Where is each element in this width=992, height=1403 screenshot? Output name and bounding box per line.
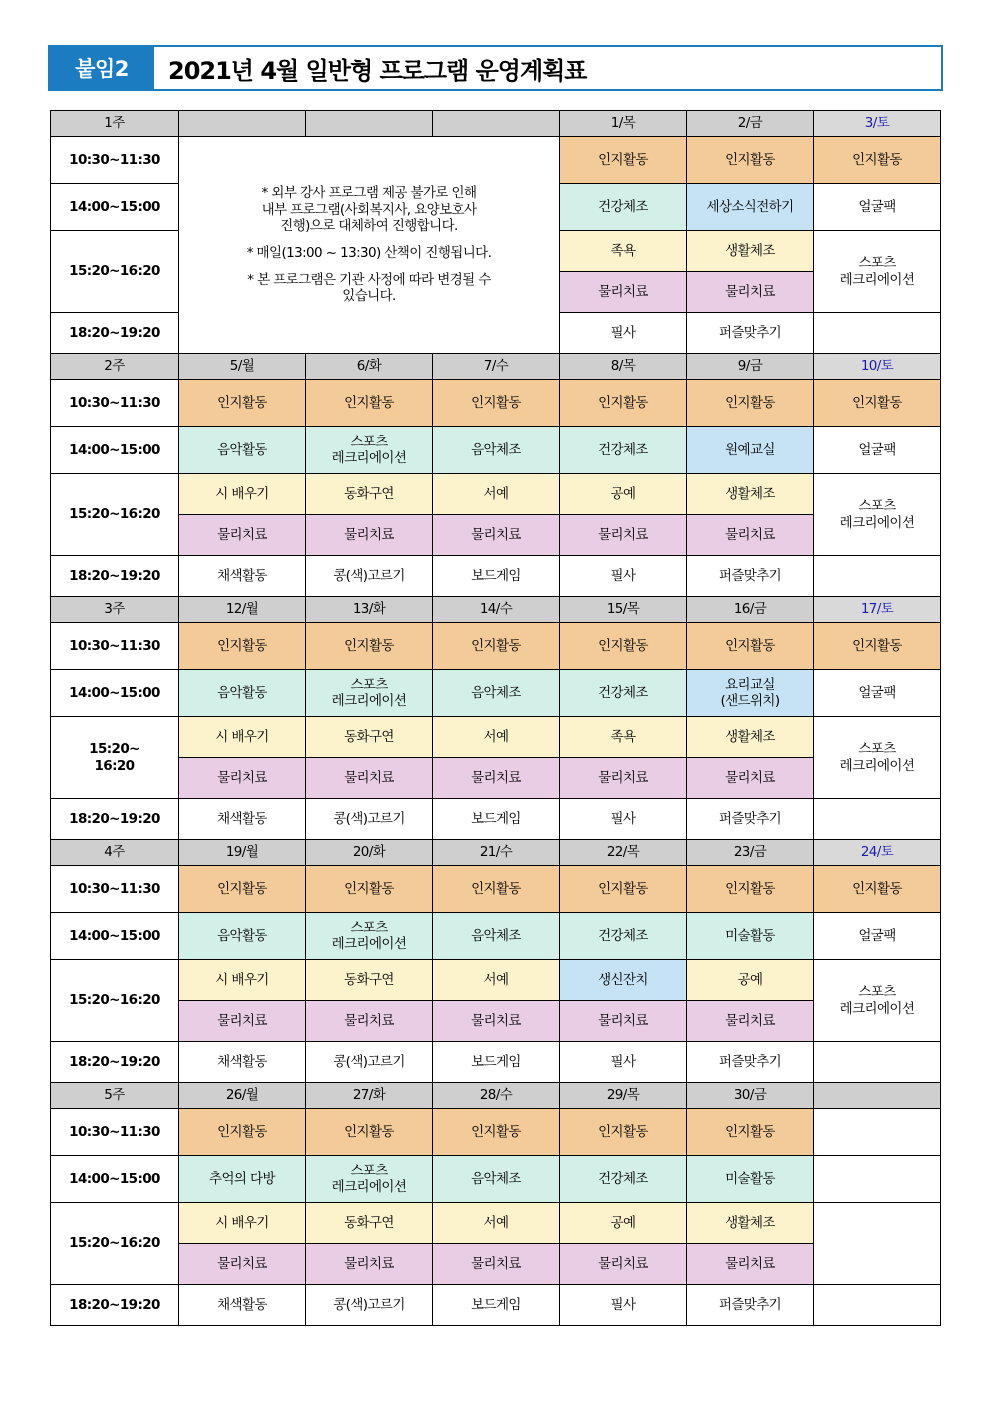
activity-cell: 생활체조 (687, 1203, 814, 1244)
time-slot-cell: 18:20~19:20 (51, 313, 179, 354)
time-slot-cell: 10:30~11:30 (51, 1109, 179, 1156)
activity-cell: 콩(색)고르기 (306, 1042, 433, 1083)
activity-cell: 인지활동 (560, 1109, 687, 1156)
activity-cell: 콩(색)고르기 (306, 799, 433, 840)
activity-cell: 스포츠 레크리에이션 (814, 717, 941, 799)
activity-cell: 물리치료 (433, 1244, 560, 1285)
time-slot-cell: 10:30~11:30 (51, 866, 179, 913)
date-header-cell: 23/금 (687, 840, 814, 866)
activity-cell: 스포츠 레크리에이션 (306, 913, 433, 960)
week-label-cell: 1주 (51, 111, 179, 137)
activity-cell: 얼굴팩 (814, 913, 941, 960)
empty-header-cell (433, 111, 560, 137)
date-header-cell: 8/목 (560, 354, 687, 380)
activity-cell: 세상소식전하기 (687, 184, 814, 231)
activity-cell: 물리치료 (179, 758, 306, 799)
activity-cell: 족욕 (560, 231, 687, 272)
time-slot-cell: 15:20~16:20 (51, 474, 179, 556)
date-header-cell: 15/목 (560, 597, 687, 623)
activity-cell: 건강체조 (560, 1156, 687, 1203)
time-slot-cell: 18:20~19:20 (51, 799, 179, 840)
activity-cell: 인지활동 (179, 866, 306, 913)
empty-cell (814, 1203, 941, 1285)
activity-cell: 퍼즐맞추기 (687, 313, 814, 354)
activity-cell: 인지활동 (306, 1109, 433, 1156)
activity-cell: 물리치료 (179, 1001, 306, 1042)
activity-cell: 음악활동 (179, 913, 306, 960)
activity-cell: 물리치료 (433, 1001, 560, 1042)
activity-cell: 음악활동 (179, 670, 306, 717)
activity-cell: 미술활동 (687, 913, 814, 960)
activity-cell: 물리치료 (560, 1001, 687, 1042)
activity-cell: 인지활동 (687, 1109, 814, 1156)
time-slot-cell: 14:00~15:00 (51, 184, 179, 231)
empty-header-cell (179, 111, 306, 137)
activity-cell: 원예교실 (687, 427, 814, 474)
activity-cell: 물리치료 (433, 515, 560, 556)
activity-cell: 건강체조 (560, 913, 687, 960)
date-header-cell: 2/금 (687, 111, 814, 137)
activity-cell: 인지활동 (433, 623, 560, 670)
activity-cell: 시 배우기 (179, 1203, 306, 1244)
activity-cell: 퍼즐맞추기 (687, 1042, 814, 1083)
date-header-cell: 9/금 (687, 354, 814, 380)
time-slot-cell: 14:00~15:00 (51, 427, 179, 474)
activity-cell: 인지활동 (687, 866, 814, 913)
activity-cell: 서예 (433, 474, 560, 515)
activity-cell: 인지활동 (687, 137, 814, 184)
activity-cell: 물리치료 (179, 1244, 306, 1285)
schedule-row (51, 427, 941, 474)
activity-cell: 동화구연 (306, 717, 433, 758)
time-slot-cell: 14:00~15:00 (51, 1156, 179, 1203)
activity-cell: 물리치료 (433, 758, 560, 799)
date-header-cell: 12/월 (179, 597, 306, 623)
activity-cell: 공예 (560, 1203, 687, 1244)
date-header-cell: 10/토 (814, 354, 941, 380)
time-slot-cell: 10:30~11:30 (51, 623, 179, 670)
activity-cell: 물리치료 (687, 1001, 814, 1042)
date-header-cell: 22/목 (560, 840, 687, 866)
activity-cell: 공예 (687, 960, 814, 1001)
date-header-cell: 26/월 (179, 1083, 306, 1109)
activity-cell: 퍼즐맞추기 (687, 1285, 814, 1326)
activity-cell: 물리치료 (687, 1244, 814, 1285)
activity-cell: 서예 (433, 960, 560, 1001)
activity-cell: 인지활동 (814, 137, 941, 184)
activity-cell: 인지활동 (433, 866, 560, 913)
activity-cell: 공예 (560, 474, 687, 515)
activity-cell: 보드게임 (433, 1042, 560, 1083)
activity-cell: 스포츠 레크리에이션 (306, 427, 433, 474)
empty-cell (814, 1042, 941, 1083)
schedule-row (51, 1001, 941, 1042)
activity-cell: 생신잔치 (560, 960, 687, 1001)
week-header-row (51, 597, 941, 623)
time-slot-cell: 10:30~11:30 (51, 137, 179, 184)
time-slot-cell: 15:20~16:20 (51, 231, 179, 313)
empty-cell (814, 1109, 941, 1156)
date-header-cell: 17/토 (814, 597, 941, 623)
week-header-row (51, 840, 941, 866)
activity-cell: 인지활동 (179, 380, 306, 427)
activity-cell: 보드게임 (433, 556, 560, 597)
activity-cell: 물리치료 (687, 515, 814, 556)
activity-cell: 콩(색)고르기 (306, 556, 433, 597)
time-slot-cell: 18:20~19:20 (51, 1285, 179, 1326)
date-header-cell: 27/화 (306, 1083, 433, 1109)
activity-cell: 요리교실 (샌드위치) (687, 670, 814, 717)
date-header-cell: 30/금 (687, 1083, 814, 1109)
activity-cell: 인지활동 (179, 623, 306, 670)
week-header-row (51, 1083, 941, 1109)
schedule-row (51, 137, 941, 184)
activity-cell: 퍼즐맞추기 (687, 799, 814, 840)
week-label-cell: 3주 (51, 597, 179, 623)
activity-cell: 생활체조 (687, 474, 814, 515)
week-header-row (51, 354, 941, 380)
activity-cell: 인지활동 (179, 1109, 306, 1156)
activity-cell: 물리치료 (306, 515, 433, 556)
attachment-badge: 붙임2 (50, 47, 154, 89)
activity-cell: 인지활동 (814, 623, 941, 670)
date-header-cell: 5/월 (179, 354, 306, 380)
schedule-row (51, 717, 941, 758)
activity-cell: 물리치료 (560, 1244, 687, 1285)
empty-header-cell (306, 111, 433, 137)
activity-cell: 물리치료 (560, 272, 687, 313)
schedule-row (51, 960, 941, 1001)
activity-cell: 인지활동 (306, 623, 433, 670)
date-header-cell: 6/화 (306, 354, 433, 380)
schedule-row (51, 1285, 941, 1326)
activity-cell: 얼굴팩 (814, 670, 941, 717)
activity-cell: 물리치료 (687, 758, 814, 799)
week-header-row (51, 111, 941, 137)
activity-cell: 음악체조 (433, 427, 560, 474)
time-slot-cell: 18:20~19:20 (51, 556, 179, 597)
activity-cell: 인지활동 (306, 380, 433, 427)
activity-cell: 필사 (560, 1285, 687, 1326)
time-slot-cell: 15:20~16:20 (51, 1203, 179, 1285)
schedule-row (51, 1109, 941, 1156)
activity-cell: 시 배우기 (179, 474, 306, 515)
page-title: 2021년 4월 일반형 프로그램 운영계획표 (154, 47, 941, 89)
activity-cell: 물리치료 (306, 1244, 433, 1285)
activity-cell: 인지활동 (560, 623, 687, 670)
schedule-row (51, 758, 941, 799)
activity-cell: 스포츠 레크리에이션 (306, 670, 433, 717)
schedule-row (51, 556, 941, 597)
week-label-cell: 5주 (51, 1083, 179, 1109)
activity-cell: 퍼즐맞추기 (687, 556, 814, 597)
empty-cell (814, 556, 941, 597)
schedule-row (51, 1244, 941, 1285)
program-schedule-table (50, 110, 941, 1326)
activity-cell: 음악체조 (433, 913, 560, 960)
activity-cell: 건강체조 (560, 670, 687, 717)
activity-cell: 생활체조 (687, 231, 814, 272)
activity-cell: 시 배우기 (179, 960, 306, 1001)
activity-cell: 채색활동 (179, 799, 306, 840)
activity-cell: 음악활동 (179, 427, 306, 474)
week-label-cell: 4주 (51, 840, 179, 866)
date-header-cell: 24/토 (814, 840, 941, 866)
activity-cell: 필사 (560, 556, 687, 597)
schedule-row (51, 866, 941, 913)
activity-cell: 채색활동 (179, 1285, 306, 1326)
activity-cell: 동화구연 (306, 960, 433, 1001)
activity-cell: 스포츠 레크리에이션 (814, 960, 941, 1042)
time-slot-cell: 18:20~19:20 (51, 1042, 179, 1083)
activity-cell: 채색활동 (179, 556, 306, 597)
date-header-cell: 16/금 (687, 597, 814, 623)
activity-cell: 인지활동 (560, 137, 687, 184)
time-slot-cell: 15:20~ 16:20 (51, 717, 179, 799)
time-slot-cell: 15:20~16:20 (51, 960, 179, 1042)
activity-cell: 인지활동 (433, 1109, 560, 1156)
activity-cell: 물리치료 (179, 515, 306, 556)
date-header-cell: 28/수 (433, 1083, 560, 1109)
activity-cell: 족욕 (560, 717, 687, 758)
activity-cell: 미술활동 (687, 1156, 814, 1203)
week-label-cell: 2주 (51, 354, 179, 380)
activity-cell: 동화구연 (306, 474, 433, 515)
activity-cell: 스포츠 레크리에이션 (306, 1156, 433, 1203)
activity-cell: 물리치료 (306, 758, 433, 799)
activity-cell: 인지활동 (814, 866, 941, 913)
activity-cell: 인지활동 (687, 623, 814, 670)
activity-cell: 인지활동 (560, 380, 687, 427)
activity-cell: 물리치료 (306, 1001, 433, 1042)
date-header-cell: 29/목 (560, 1083, 687, 1109)
document-header (48, 45, 943, 91)
activity-cell: 물리치료 (560, 515, 687, 556)
empty-header-cell (814, 1083, 941, 1109)
schedule-row (51, 1156, 941, 1203)
activity-cell: 물리치료 (687, 272, 814, 313)
activity-cell: 필사 (560, 799, 687, 840)
schedule-row (51, 380, 941, 427)
date-header-cell: 13/화 (306, 597, 433, 623)
activity-cell: 필사 (560, 313, 687, 354)
schedule-row (51, 799, 941, 840)
activity-cell: 보드게임 (433, 1285, 560, 1326)
activity-cell: 건강체조 (560, 427, 687, 474)
schedule-row (51, 623, 941, 670)
date-header-cell: 20/화 (306, 840, 433, 866)
date-header-cell: 19/월 (179, 840, 306, 866)
schedule-row (51, 913, 941, 960)
time-slot-cell: 14:00~15:00 (51, 913, 179, 960)
schedule-row (51, 515, 941, 556)
activity-cell: 필사 (560, 1042, 687, 1083)
empty-cell (814, 799, 941, 840)
activity-cell: 물리치료 (560, 758, 687, 799)
notes-cell: * 외부 강사 프로그램 제공 불가로 인해 내부 프로그램(사회복지사, 요양보호사 진행)으로 대체하여 진행합니다. * 매일(13:00 ~ 13:30) 산책이 진행됩니다. * 본 프로그램은 기관 사정에 따라 변경될 수 있습니다. (179, 137, 560, 354)
empty-cell (814, 1285, 941, 1326)
activity-cell: 보드게임 (433, 799, 560, 840)
activity-cell: 시 배우기 (179, 717, 306, 758)
activity-cell: 얼굴팩 (814, 184, 941, 231)
time-slot-cell: 10:30~11:30 (51, 380, 179, 427)
date-header-cell: 1/목 (560, 111, 687, 137)
activity-cell: 콩(색)고르기 (306, 1285, 433, 1326)
schedule-row (51, 474, 941, 515)
activity-cell: 생활체조 (687, 717, 814, 758)
activity-cell (814, 313, 941, 354)
date-header-cell: 3/토 (814, 111, 941, 137)
activity-cell: 동화구연 (306, 1203, 433, 1244)
schedule-row (51, 670, 941, 717)
activity-cell: 인지활동 (306, 866, 433, 913)
date-header-cell: 7/수 (433, 354, 560, 380)
date-header-cell: 14/수 (433, 597, 560, 623)
schedule-row (51, 1042, 941, 1083)
activity-cell: 스포츠 레크리에이션 (814, 474, 941, 556)
activity-cell: 건강체조 (560, 184, 687, 231)
activity-cell: 인지활동 (560, 866, 687, 913)
date-header-cell: 21/수 (433, 840, 560, 866)
activity-cell: 서예 (433, 1203, 560, 1244)
activity-cell: 인지활동 (687, 380, 814, 427)
activity-cell: 얼굴팩 (814, 427, 941, 474)
schedule-row (51, 1203, 941, 1244)
activity-cell: 채색활동 (179, 1042, 306, 1083)
activity-cell: 서예 (433, 717, 560, 758)
empty-cell (814, 1156, 941, 1203)
activity-cell: 음악체조 (433, 670, 560, 717)
activity-cell: 인지활동 (433, 380, 560, 427)
activity-cell: 음악체조 (433, 1156, 560, 1203)
activity-cell: 스포츠 레크리에이션 (814, 231, 941, 313)
time-slot-cell: 14:00~15:00 (51, 670, 179, 717)
activity-cell: 추억의 다방 (179, 1156, 306, 1203)
activity-cell: 인지활동 (814, 380, 941, 427)
